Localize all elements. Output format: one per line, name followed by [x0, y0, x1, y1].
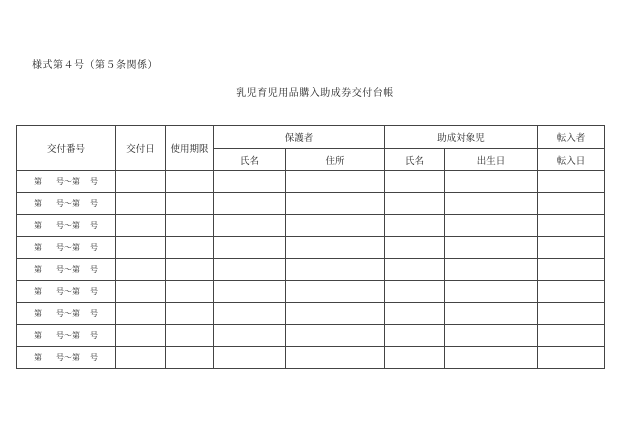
guardian-address-cell[interactable] — [286, 347, 385, 369]
guardian-address-cell[interactable] — [286, 259, 385, 281]
col-child-birthdate: 出生日 — [445, 149, 538, 171]
child-name-cell[interactable] — [385, 303, 445, 325]
number-range-separator: 号～第 — [56, 353, 80, 362]
col-child-name: 氏名 — [385, 149, 445, 171]
number-suffix: 号 — [90, 287, 98, 296]
issue-date-cell[interactable] — [116, 259, 166, 281]
number-suffix: 号 — [90, 265, 98, 274]
issue-date-cell[interactable] — [116, 215, 166, 237]
valid-period-cell[interactable] — [166, 237, 214, 259]
child-birthdate-cell[interactable] — [445, 259, 538, 281]
issue-number-cell[interactable] — [17, 171, 116, 193]
guardian-name-cell[interactable] — [214, 259, 286, 281]
child-name-cell[interactable] — [385, 281, 445, 303]
transfer-date-cell[interactable] — [538, 347, 605, 369]
valid-period-cell[interactable] — [166, 259, 214, 281]
valid-period-cell[interactable] — [166, 325, 214, 347]
number-suffix: 号 — [90, 331, 98, 340]
col-valid-period: 使用期限 — [166, 126, 214, 171]
number-range-separator: 号～第 — [56, 331, 80, 340]
number-prefix: 第 — [34, 243, 42, 252]
transfer-date-cell[interactable] — [538, 325, 605, 347]
table-row — [17, 325, 605, 347]
transfer-date-cell[interactable] — [538, 193, 605, 215]
table-row — [17, 171, 605, 193]
guardian-name-cell[interactable] — [214, 237, 286, 259]
issue-date-cell[interactable] — [116, 237, 166, 259]
col-guardian-name: 氏名 — [214, 149, 286, 171]
valid-period-cell[interactable] — [166, 347, 214, 369]
issuance-ledger-table — [16, 125, 605, 369]
guardian-name-cell[interactable] — [214, 303, 286, 325]
child-birthdate-cell[interactable] — [445, 171, 538, 193]
number-prefix: 第 — [34, 265, 42, 274]
valid-period-cell[interactable] — [166, 215, 214, 237]
table-row — [17, 347, 605, 369]
group-child: 助成対象児 — [385, 126, 538, 149]
issue-number-cell[interactable] — [17, 325, 116, 347]
number-prefix: 第 — [34, 309, 42, 318]
table-row — [17, 215, 605, 237]
guardian-name-cell[interactable] — [214, 193, 286, 215]
guardian-name-cell[interactable] — [214, 325, 286, 347]
child-name-cell[interactable] — [385, 193, 445, 215]
issue-date-cell[interactable] — [116, 193, 166, 215]
number-prefix: 第 — [34, 353, 42, 362]
transfer-date-cell[interactable] — [538, 215, 605, 237]
transfer-date-cell[interactable] — [538, 237, 605, 259]
table-row — [17, 237, 605, 259]
guardian-name-cell[interactable] — [214, 215, 286, 237]
col-issue-number: 交付番号 — [17, 126, 116, 171]
issue-date-cell[interactable] — [116, 325, 166, 347]
col-guardian-address: 住所 — [286, 149, 385, 171]
number-range-separator: 号～第 — [56, 199, 80, 208]
guardian-address-cell[interactable] — [286, 171, 385, 193]
child-birthdate-cell[interactable] — [445, 347, 538, 369]
number-range-separator: 号～第 — [56, 177, 80, 186]
child-name-cell[interactable] — [385, 237, 445, 259]
number-suffix: 号 — [90, 177, 98, 186]
number-range-separator: 号～第 — [56, 309, 80, 318]
child-birthdate-cell[interactable] — [445, 281, 538, 303]
transfer-date-cell[interactable] — [538, 171, 605, 193]
number-range-separator: 号～第 — [56, 243, 80, 252]
table-row — [17, 259, 605, 281]
group-transfer: 転入者 — [538, 126, 605, 149]
col-issue-date: 交付日 — [116, 126, 166, 171]
guardian-address-cell[interactable] — [286, 303, 385, 325]
guardian-name-cell[interactable] — [214, 281, 286, 303]
guardian-address-cell[interactable] — [286, 237, 385, 259]
guardian-name-cell[interactable] — [214, 347, 286, 369]
issue-number-cell[interactable] — [17, 237, 116, 259]
table-row — [17, 281, 605, 303]
child-name-cell[interactable] — [385, 259, 445, 281]
number-range-separator: 号～第 — [56, 287, 80, 296]
issue-number-cell[interactable] — [17, 281, 116, 303]
transfer-date-cell[interactable] — [538, 303, 605, 325]
number-prefix: 第 — [34, 331, 42, 340]
valid-period-cell[interactable] — [166, 193, 214, 215]
issue-number-cell[interactable] — [17, 347, 116, 369]
child-name-cell[interactable] — [385, 325, 445, 347]
number-range-separator: 号～第 — [56, 221, 80, 230]
valid-period-cell[interactable] — [166, 171, 214, 193]
guardian-address-cell[interactable] — [286, 215, 385, 237]
number-prefix: 第 — [34, 221, 42, 230]
transfer-date-cell[interactable] — [538, 259, 605, 281]
guardian-address-cell[interactable] — [286, 325, 385, 347]
number-prefix: 第 — [34, 287, 42, 296]
child-birthdate-cell[interactable] — [445, 215, 538, 237]
form-number: 様式第４号（第５条関係） — [32, 60, 158, 71]
issue-date-cell[interactable] — [116, 281, 166, 303]
child-name-cell[interactable] — [385, 171, 445, 193]
issue-number-cell[interactable] — [17, 193, 116, 215]
issue-number-cell[interactable] — [17, 215, 116, 237]
number-prefix: 第 — [34, 199, 42, 208]
issue-date-cell[interactable] — [116, 347, 166, 369]
issue-number-cell[interactable] — [17, 259, 116, 281]
guardian-address-cell[interactable] — [286, 193, 385, 215]
number-suffix: 号 — [90, 243, 98, 252]
col-transfer-date: 転入日 — [538, 149, 605, 171]
ledger-body — [17, 171, 605, 369]
number-suffix: 号 — [90, 353, 98, 362]
number-range-separator: 号～第 — [56, 265, 80, 274]
group-guardian: 保護者 — [214, 126, 385, 149]
child-birthdate-cell[interactable] — [445, 237, 538, 259]
child-name-cell[interactable] — [385, 347, 445, 369]
guardian-name-cell[interactable] — [214, 171, 286, 193]
issue-date-cell[interactable] — [116, 303, 166, 325]
valid-period-cell[interactable] — [166, 303, 214, 325]
header-row-1 — [17, 126, 605, 149]
number-suffix: 号 — [90, 221, 98, 230]
child-birthdate-cell[interactable] — [445, 325, 538, 347]
child-birthdate-cell[interactable] — [445, 303, 538, 325]
table-row — [17, 303, 605, 325]
number-prefix: 第 — [34, 177, 42, 186]
number-suffix: 号 — [90, 309, 98, 318]
child-birthdate-cell[interactable] — [445, 193, 538, 215]
document-title: 乳児育児用品購入助成券交付台帳 — [236, 88, 394, 99]
guardian-address-cell[interactable] — [286, 281, 385, 303]
issue-date-cell[interactable] — [116, 171, 166, 193]
transfer-date-cell[interactable] — [538, 281, 605, 303]
child-name-cell[interactable] — [385, 215, 445, 237]
valid-period-cell[interactable] — [166, 281, 214, 303]
number-suffix: 号 — [90, 199, 98, 208]
table-row — [17, 193, 605, 215]
issue-number-cell[interactable] — [17, 303, 116, 325]
